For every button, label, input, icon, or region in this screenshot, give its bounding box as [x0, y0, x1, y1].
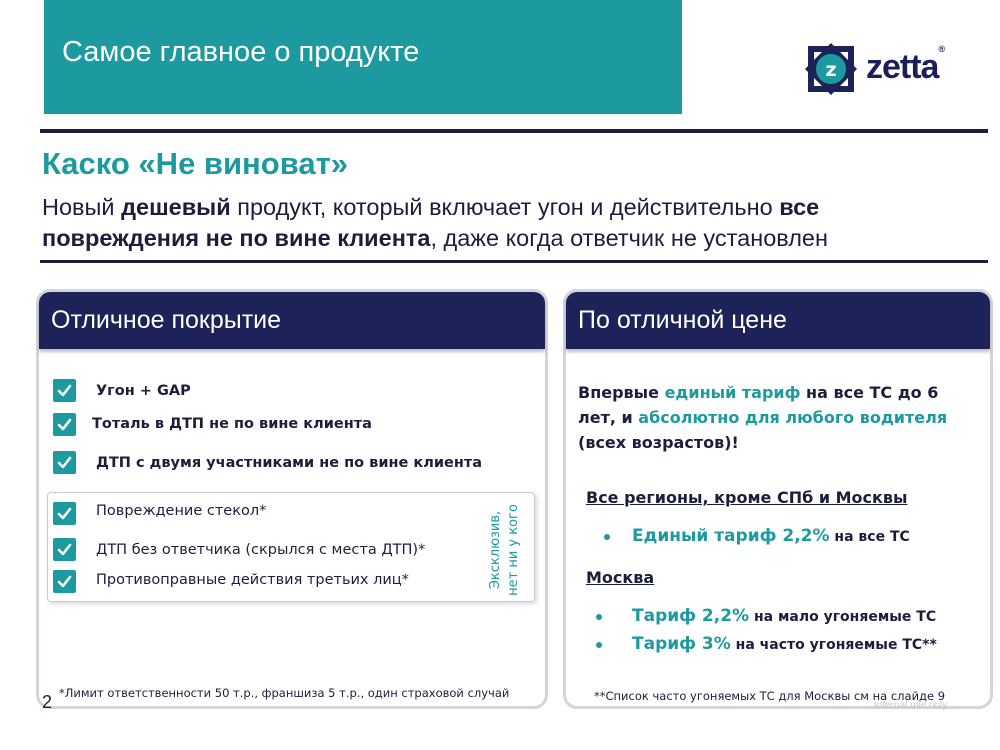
- product-name: Каско «Не виноват»: [42, 146, 349, 181]
- check-icon: [53, 538, 76, 561]
- coverage-footnote: *Лимит ответственности 50 т.р., франшиза 5 т.р., один страховой случай: [59, 686, 510, 700]
- coverage-heading: Отличное покрытие: [51, 306, 282, 334]
- check-icon: [53, 570, 76, 593]
- check-icon: [53, 451, 76, 474]
- price-intro: Впервые единый тариф на все ТС до 6 лет, и абсолютно для любого водителя (всех возрастов)!: [578, 383, 948, 452]
- exclusive-item: ДТП без ответчика (скрылся с места ДТП)*: [96, 542, 426, 558]
- slide-title: Самое главное о продукте: [62, 36, 420, 68]
- tariff-bullet: Тариф 2,2% на мало угоняемые ТС: [596, 606, 936, 626]
- region-title: Москва: [586, 568, 655, 587]
- price-panel-header: [566, 292, 990, 349]
- coverage-item: Угон + GAP: [96, 383, 191, 399]
- product-description: Новый дешевый продукт, который включает угон и действительно все повреждения не по вине клиента, даже когда ответчик не установлен: [42, 194, 828, 251]
- check-icon: [53, 502, 76, 525]
- check-icon: [53, 379, 76, 402]
- coverage-panel-header: [39, 292, 545, 349]
- exclusive-note: Эксклюзив, нет ни у кого: [488, 504, 521, 596]
- check-icon: [53, 413, 76, 436]
- zetta-logo: [804, 42, 964, 98]
- exclusive-item: Противоправные действия третьих лиц*: [96, 572, 409, 588]
- logo-wordmark: zetta®: [866, 43, 945, 86]
- price-heading: По отличной цене: [578, 306, 787, 334]
- exclusive-item: Повреждение стекол*: [96, 503, 267, 519]
- coverage-item: ДТП с двумя участниками не по вине клиента: [96, 455, 483, 471]
- confidentiality-label: Internal use only: [874, 700, 948, 711]
- tariff-bullet: Единый тариф 2,2% на все ТС: [604, 526, 910, 546]
- title-band: [44, 0, 682, 114]
- coverage-panel: [36, 289, 548, 709]
- bullet-dot-icon: [596, 614, 602, 620]
- coverage-item: Тоталь в ДТП не по вине клиента: [92, 416, 372, 432]
- page-number: 2: [42, 692, 53, 712]
- price-panel: [563, 289, 993, 709]
- price-footnote: **Список часто угоняемых ТС для Москвы см на слайде 9: [594, 689, 946, 703]
- divider-top: [40, 129, 988, 133]
- region-title: Все регионы, кроме СПб и Москвы: [586, 488, 908, 507]
- bullet-dot-icon: [604, 534, 610, 540]
- divider-bottom: [40, 260, 988, 263]
- zetta-logo-mark-icon: [804, 42, 858, 96]
- svg-text:z: z: [825, 59, 837, 81]
- tariff-bullet: Тариф 3% на часто угоняемые ТС**: [596, 634, 937, 654]
- bullet-dot-icon: [596, 642, 602, 648]
